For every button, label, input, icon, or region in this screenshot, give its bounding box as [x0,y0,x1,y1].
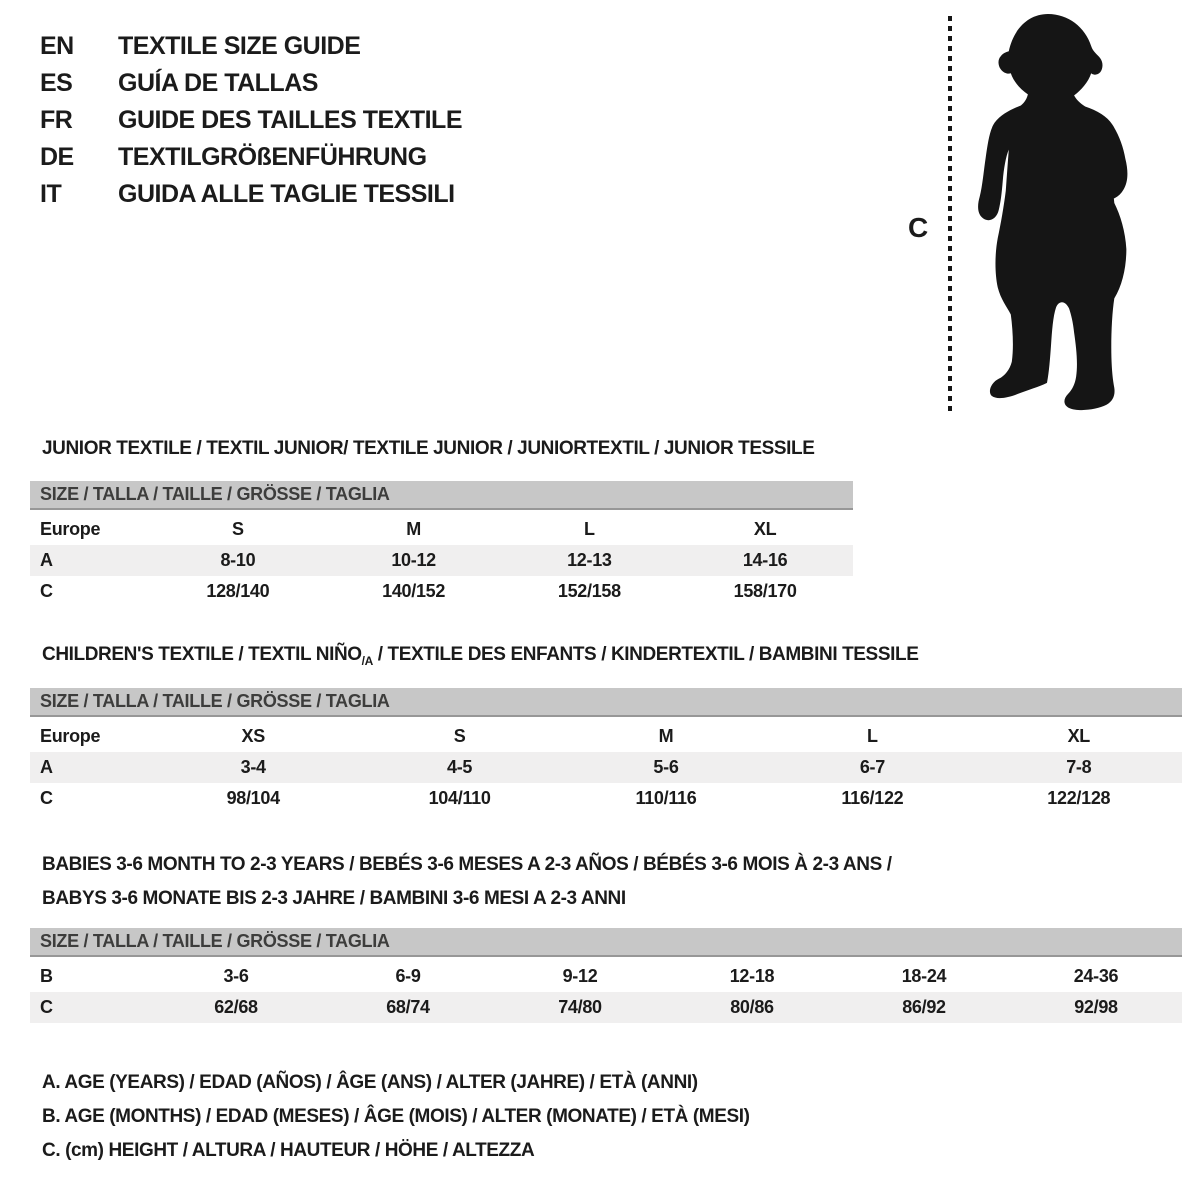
language-code: ES [40,69,73,97]
row-label: C [40,788,53,808]
language-code: DE [40,143,74,171]
height-measure-dashed-line [948,16,952,416]
language-row-es [40,65,462,102]
legend-line-a: A. AGE (YEARS) / EDAD (AÑOS) / ÂGE (ANS) / ALTER (JAHRE) / ETÀ (ANNI) [42,1072,698,1093]
language-code: EN [40,32,74,60]
size-cell: M [406,519,421,539]
height-cell: 140/152 [382,581,446,601]
row-label: A [40,550,53,570]
age-cell: 14-16 [742,550,788,570]
age-cell: 6-7 [859,757,885,777]
age-cell: 4-5 [447,757,473,777]
children-heading-pre: CHILDREN'S TEXTILE / TEXTIL NIÑO [42,644,362,665]
children-heading-sub: /A [361,653,373,668]
height-cell: 122/128 [1047,788,1111,808]
language-title: GUÍA DE TALLAS [118,69,318,97]
junior-size-table [30,481,853,607]
height-cell: 98/104 [226,788,280,808]
row-label: B [40,966,53,986]
size-cell: L [584,519,595,539]
age-cell: 9-12 [562,966,598,986]
height-cell: 152/158 [557,581,621,601]
age-cell: 10-12 [391,550,436,570]
babies-heading-line2: BABYS 3-6 MONATE BIS 2-3 JAHRE / BAMBINI 3-6 MESI A 2-3 ANNI [42,888,626,909]
legend-line-c: C. (cm) HEIGHT / ALTURA / HAUTEUR / HÖHE / ALTEZZA [42,1140,535,1161]
size-cell: S [453,726,466,746]
height-cell: 128/140 [206,581,270,601]
height-cell: 80/86 [730,997,774,1017]
height-cell: 62/68 [214,997,258,1017]
age-cell: 12-13 [567,550,612,570]
table-row-europe [30,721,1182,752]
table-row-height [30,576,853,607]
language-row-en [40,28,462,65]
size-cell: M [658,726,674,746]
height-cell: 68/74 [386,997,430,1017]
language-row-fr [40,102,462,139]
size-cell: L [867,726,878,746]
height-cell: 92/98 [1074,997,1118,1017]
age-cell: 18-24 [901,966,947,986]
height-cell: 158/170 [733,581,797,601]
row-label: A [40,757,53,777]
children-heading-post: / TEXTILE DES ENFANTS / KINDERTEXTIL / BAMBINI TESSILE [372,644,919,665]
row-label: C [40,997,53,1017]
language-title: GUIDE DES TAILLES TEXTILE [118,106,463,134]
height-cell: 116/122 [841,788,904,808]
size-header-bar: SIZE / TALLA / TAILLE / GRÖSSE / TAGLIA [30,481,853,510]
language-title-list [40,28,462,213]
language-title: GUIDA ALLE TAGLIE TESSILI [118,180,455,208]
legend [42,1066,750,1168]
row-label: Europe [40,519,101,539]
row-label: C [40,581,53,601]
babies-heading-line1: BABIES 3-6 MONTH TO 2-3 YEARS / BEBÉS 3-6 MESES A 2-3 AÑOS / BÉBÉS 3-6 MOIS À 2-3 ANS / [42,854,892,875]
children-section-heading [42,644,918,668]
table-row-age-months [30,961,1182,992]
size-cell: XL [1067,726,1090,746]
babies-section-heading [42,848,892,916]
height-cell: 104/110 [428,788,491,808]
age-cell: 6-9 [395,966,421,986]
toddler-silhouette-icon [960,10,1144,420]
height-cell: 110/116 [635,788,697,808]
table-row-europe [30,514,853,545]
age-cell: 5-6 [653,757,679,777]
table-row-age [30,545,853,576]
legend-line-b: B. AGE (MONTHS) / EDAD (MESES) / ÂGE (MOIS) / ALTER (MONATE) / ETÀ (MESI) [42,1106,750,1127]
language-code: IT [40,180,62,208]
size-cell: XS [241,726,265,746]
size-header-bar: SIZE / TALLA / TAILLE / GRÖSSE / TAGLIA [30,688,1182,717]
age-cell: 12-18 [729,966,775,986]
size-cell: S [232,519,244,539]
babies-size-table [30,928,1182,1023]
table-row-height [30,992,1182,1023]
table-row-age [30,752,1182,783]
height-cell: 74/80 [558,997,602,1017]
age-cell: 7-8 [1066,757,1092,777]
junior-section-heading: JUNIOR TEXTILE / TEXTIL JUNIOR/ TEXTILE JUNIOR / JUNIORTEXTIL / JUNIOR TESSILE [42,438,815,459]
age-cell: 3-6 [223,966,249,986]
size-cell: XL [753,519,777,539]
children-size-table [30,688,1182,814]
height-cell: 86/92 [902,997,946,1017]
row-label: Europe [40,726,101,746]
language-title: TEXTILGRÖßENFÜHRUNG [118,143,427,171]
language-row-de [40,139,462,176]
table-row-height [30,783,1182,814]
height-measure-label: C [908,212,928,243]
age-cell: 3-4 [240,757,266,777]
size-header-bar: SIZE / TALLA / TAILLE / GRÖSSE / TAGLIA [30,928,1182,957]
language-row-it [40,176,462,213]
age-cell: 8-10 [220,550,256,570]
language-title: TEXTILE SIZE GUIDE [118,32,361,60]
age-cell: 24-36 [1073,966,1119,986]
language-code: FR [40,106,73,134]
